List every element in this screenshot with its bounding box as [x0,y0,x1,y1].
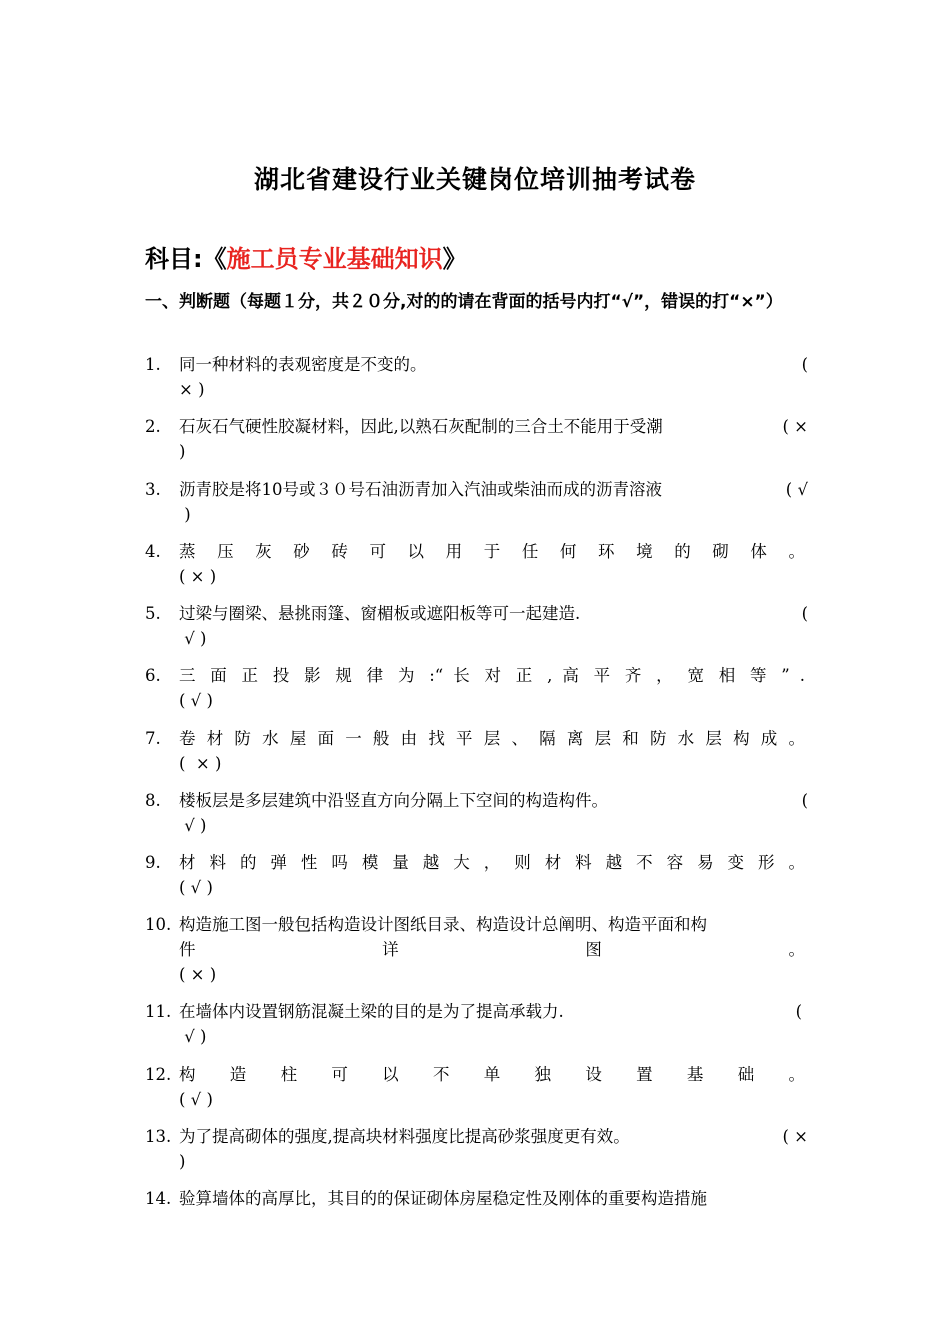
question-text: 构 造 柱 可 以 不 单 独 设 置 基 础 。 [179,1065,805,1084]
answer-mark: √ ) [179,1027,207,1046]
question-item [145,477,810,527]
section-heading: 一、判断题（每题１分，共２０分,对的的请在背面的括号内打“√”，错误的打“×”） [145,292,783,312]
answer-mark: ) [179,442,186,461]
question-item [145,788,810,838]
question-text: 构造施工图一般包括构造设计图纸目录、构造设计总阐明、构造平面和构 [179,915,707,934]
question-text: 沥青胶是将10号或３０号石油沥青加入汽油或柴油而成的沥青溶液 [179,480,662,499]
question-number: 1. [145,355,161,374]
question-text: 蒸 压 灰 砂 砖 可 以 用 于 任 何 环 境 的 砌 体 。 [179,542,805,561]
answer-mark: ( √ ) [179,878,213,897]
question-number: 4. [145,542,161,561]
question-item [145,1186,810,1211]
answer-bracket-open: ( [801,791,808,810]
answer-mark: √ ) [179,629,207,648]
question-text: 在墙体内设置钢筋混凝土梁的目的是为了提高承载力. [179,1002,564,1021]
question-text: 同一种材料的表观密度是不变的。 [179,355,427,374]
question-number: 12. [145,1065,172,1084]
question-item [145,601,810,651]
question-text: 卷 材 防 水 屋 面 一 般 由 找 平 层 、 隔 离 层 和 防 水 层 构 成 。 [179,729,805,748]
document-title: 湖北省建设行业关键岗位培训抽考试卷 [253,165,696,194]
question-number: 7. [145,729,161,748]
answer-bracket-open: ( [801,355,808,374]
answer-mark: ( × ) [179,754,222,773]
question-number: 8. [145,791,161,810]
question-text: 三 面 正 投 影 规 律 为 :“ 长 对 正 , 高 平 齐 ， 宽 相 等 ” . [179,666,805,685]
subject-name: 施工员专业基础知识 [226,245,443,273]
answer-bracket-open: ( [801,604,808,623]
question-text: 楼板层是多层建筑中沿竖直方向分隔上下空间的构造构件。 [179,791,608,810]
subject-line [145,239,467,274]
answer-mark: √ ) [179,816,207,835]
question-item [145,726,810,776]
answer-mark: × ) [179,380,205,399]
question-text: 验算墙体的高厚比，其目的的保证砌体房屋稳定性及刚体的重要构造措施 [179,1189,707,1208]
question-text-line2: 件 详 图 。 [179,940,805,959]
question-number: 11. [145,1002,172,1021]
answer-mark: ) [179,1152,186,1171]
answer-mark: ( √ ) [179,691,213,710]
question-number: 6. [145,666,161,685]
question-item [145,1124,810,1174]
answer-mark: ( × ) [179,965,217,984]
question-item [145,999,810,1049]
question-number: 14. [145,1189,172,1208]
answer-bracket-open: ( × [782,417,808,436]
question-text: 为了提高砌体的强度,提高块材料强度比提高砂浆强度更有效。 [179,1127,630,1146]
question-number: 13. [145,1127,172,1146]
answer-bracket-open: ( √ [785,480,808,499]
question-number: 9. [145,853,161,872]
question-number: 10. [145,915,172,934]
answer-mark: ( × ) [179,567,217,586]
question-number: 2. [145,417,161,436]
question-text: 石灰石气硬性胶凝材料，因此,以熟石灰配制的三合土不能用于受潮 [179,417,663,436]
answer-bracket-open: ( [795,1002,802,1021]
question-text: 材 料 的 弹 性 吗 模 量 越 大 ， 则 材 料 越 不 容 易 变 形 。 [179,853,805,872]
answer-mark: ( √ ) [179,1090,213,1109]
answer-bracket-open: ( × [782,1127,808,1146]
question-item [145,414,810,464]
question-item [145,663,810,713]
subject-prefix: 科目:《 [145,245,227,273]
question-item [145,912,810,987]
question-item [145,539,810,589]
question-number: 3. [145,480,161,499]
question-item [145,352,810,402]
answer-mark: ) [179,505,191,524]
question-item [145,1062,810,1112]
question-text: 过梁与圈梁、悬挑雨篷、窗楣板或遮阳板等可一起建造. [179,604,581,623]
question-number: 5. [145,604,161,623]
subject-suffix: 》 [442,245,467,273]
question-item [145,850,810,900]
